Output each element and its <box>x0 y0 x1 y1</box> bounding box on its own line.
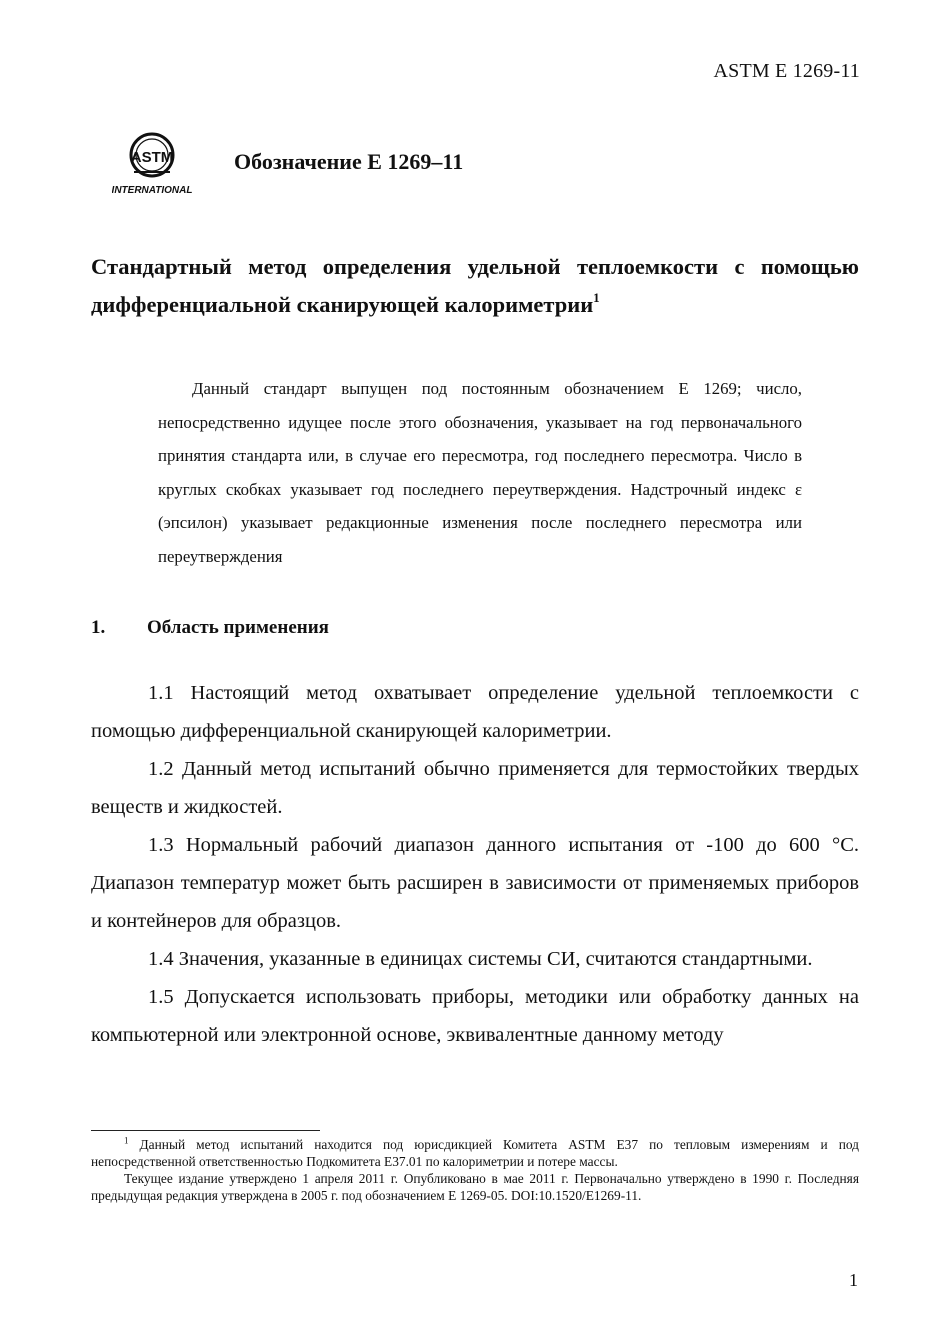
standard-preamble: Данный стандарт выпущен под постоянным обозначением E 1269; число, непосредственно идущее после этого обозначения, указывает на год первоначального принятия стандарта или, в случае его пересмотра, год последнего пересмотра. Число в круглых скобках указывает год последнего переутверждения. Надстрочный индекс ε (эпсилон) указывает редакционные изменения после последнего пересмотра или переутверждения <box>158 379 802 566</box>
section-1-title: Область применения <box>147 617 329 638</box>
paragraph-1-1: 1.1 Настоящий метод охватывает определение удельной теплоемкости с помощью дифференциальной сканирующей калориметрии. <box>91 682 859 742</box>
footnote-divider <box>91 1130 320 1131</box>
title-footnote-marker: 1 <box>593 289 600 305</box>
document-title <box>91 248 859 324</box>
document-title-text: Стандартный метод определения удельной теплоемкости с помощью дифференциальной сканирующей калориметрии <box>91 254 859 317</box>
logo-international-text: INTERNATIONAL <box>112 185 193 196</box>
designation-heading: Обозначение E 1269–11 <box>234 149 464 174</box>
footnotes <box>91 1136 859 1204</box>
page-number: 1 <box>849 1270 858 1290</box>
paragraph-1-3: 1.3 Нормальный рабочий диапазон данного испытания от -100 до 600 °C. Диапазон температур может быть расширен в зависимости от применяемых приборов и контейнеров для образцов. <box>91 834 859 932</box>
astm-logo-icon <box>112 128 198 198</box>
section-1-body <box>91 674 859 1054</box>
paragraph-1-2: 1.2 Данный метод испытаний обычно применяется для термостойких твердых веществ и жидкостей. <box>91 758 859 818</box>
logo-mark-text: ASTM <box>130 149 174 166</box>
footnote-1-text: Данный метод испытаний находится под юрисдикцией Комитета ASTM E37 по тепловым измерениям и под непосредственной ответственностью Подкомитета E37.01 по калориметрии и потере массы. <box>91 1137 859 1169</box>
section-1-heading <box>91 617 329 639</box>
section-1-number: 1. <box>91 617 106 638</box>
footnote-2: Текущее издание утверждено 1 апреля 2011 г. Опубликовано в мае 2011 г. Первоначально утверждено в 1990 г. Последняя предыдущая редакция утверждена в 2005 г. под обозначением E 1269-05. DOI:10.1520/E1269-11. <box>91 1171 859 1203</box>
footnote-1 <box>91 1136 859 1170</box>
document-code: ASTM E 1269-11 <box>713 60 860 82</box>
footnote-marker: 1 <box>124 1135 129 1146</box>
paragraph-1-4: 1.4 Значения, указанные в единицах системы СИ, считаются стандартными. <box>148 948 813 970</box>
paragraph-1-5: 1.5 Допускается использовать приборы, методики или обработку данных на компьютерной или электронной основе, эквивалентные данному методу <box>91 986 859 1046</box>
